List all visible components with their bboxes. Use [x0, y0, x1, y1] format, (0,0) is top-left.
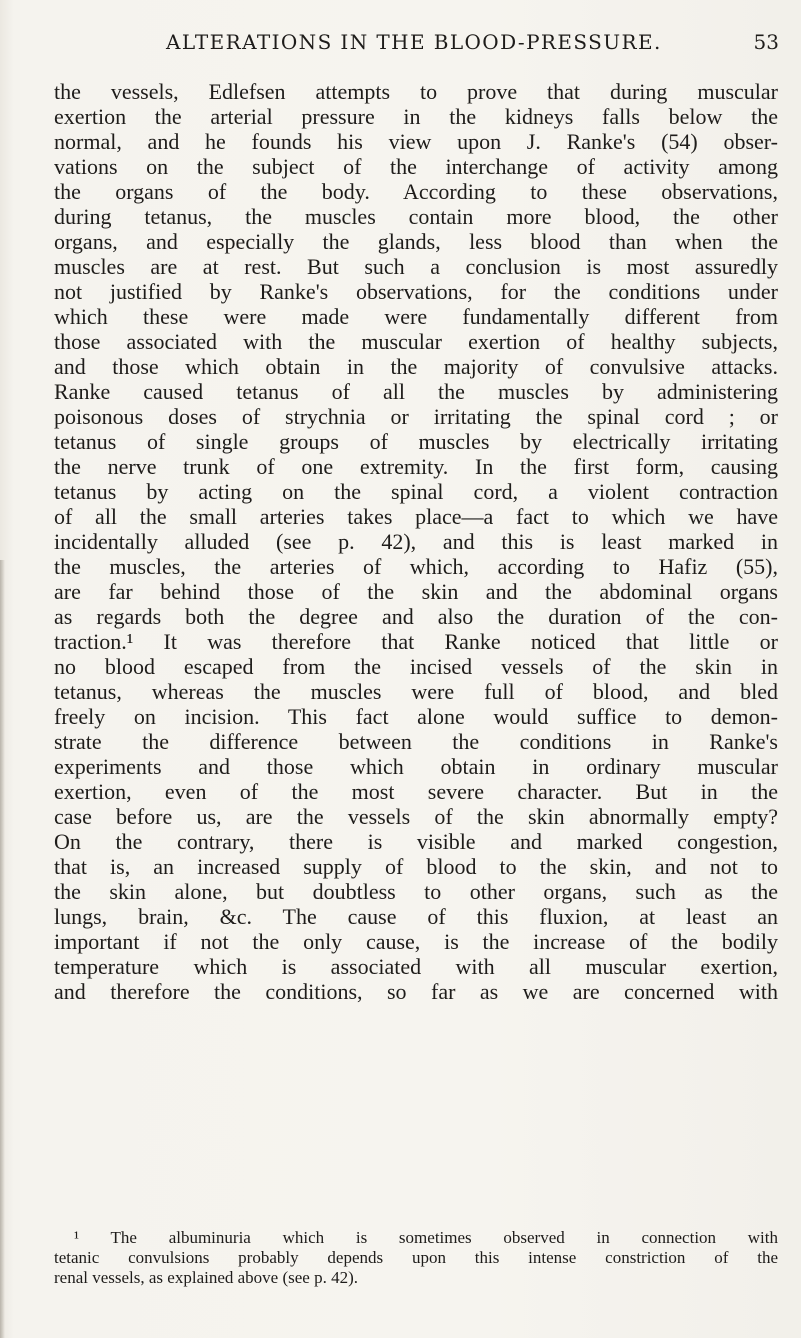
text-line: freely on incision. This fact alone would suffice to demon- [54, 704, 778, 729]
text-line: vations on the subject of the interchange of activity among [54, 154, 778, 179]
text-line: muscles are at rest. But such a conclusion is most assuredly [54, 254, 778, 279]
text-line: lungs, brain, &c. The cause of this fluxion, at least an [54, 904, 778, 929]
text-line: tetanus, whereas the muscles were full of blood, and bled [54, 679, 778, 704]
text-line: exertion, even of the most severe character. But in the [54, 779, 778, 804]
text-line: of all the small arteries takes place—a fact to which we have [54, 504, 778, 529]
text-line: traction.¹ It was therefore that Ranke noticed that little or [54, 629, 778, 654]
text-line: exertion the arterial pressure in the kidneys falls below the [54, 104, 778, 129]
text-line: case before us, are the vessels of the skin abnormally empty? [54, 804, 778, 829]
text-line: experiments and those which obtain in ordinary muscular [54, 754, 778, 779]
text-line: poisonous doses of strychnia or irritating the spinal cord ; or [54, 404, 778, 429]
text-line: the muscles, the arteries of which, according to Hafiz (55), [54, 554, 778, 579]
text-line: are far behind those of the skin and the abdominal organs [54, 579, 778, 604]
page-header [60, 30, 779, 54]
footnote [54, 1228, 778, 1288]
text-line: not justified by Ranke's observations, for the conditions under [54, 279, 778, 304]
text-line: organs, and especially the glands, less blood than when the [54, 229, 778, 254]
text-line: which these were made were fundamentally different from [54, 304, 778, 329]
footnote-line: ¹ The albuminuria which is sometimes observed in connection with [74, 1228, 778, 1247]
text-line: important if not the only cause, is the increase of the bodily [54, 929, 778, 954]
page-number: 53 [753, 30, 779, 54]
text-line: as regards both the degree and also the duration of the con- [54, 604, 778, 629]
footnote-line: tetanic convulsions probably depends upon this intense constriction of the [54, 1248, 778, 1267]
text-line: strate the difference between the conditions in Ranke's [54, 729, 778, 754]
text-line: that is, an increased supply of blood to the skin, and not to [54, 854, 778, 879]
text-line: the nerve trunk of one extremity. In the first form, causing [54, 454, 778, 479]
text-line: and those which obtain in the majority of convulsive attacks. [54, 354, 778, 379]
text-line: those associated with the muscular exertion of healthy subjects, [54, 329, 778, 354]
footnote-line: renal vessels, as explained above (see p. 42). [54, 1268, 358, 1287]
text-line: and therefore the conditions, so far as we are concerned with [54, 979, 778, 1004]
running-head: ALTERATIONS IN THE BLOOD-PRESSURE. [166, 30, 662, 54]
text-line: no blood escaped from the incised vessels of the skin in [54, 654, 778, 679]
text-line: On the contrary, there is visible and marked congestion, [54, 829, 778, 854]
text-line: during tetanus, the muscles contain more blood, the other [54, 204, 778, 229]
text-line: temperature which is associated with all muscular exertion, [54, 954, 778, 979]
text-line: incidentally alluded (see p. 42), and this is least marked in [54, 529, 778, 554]
text-line: the vessels, Edlefsen attempts to prove that during muscular [54, 79, 778, 104]
body-paragraph [54, 79, 778, 1004]
text-line: tetanus of single groups of muscles by electrically irritating [54, 429, 778, 454]
page-binding-edge [0, 560, 5, 1338]
text-line: normal, and he founds his view upon J. Ranke's (54) obser- [54, 129, 778, 154]
text-line: the organs of the body. According to these observations, [54, 179, 778, 204]
text-line: Ranke caused tetanus of all the muscles by administering [54, 379, 778, 404]
text-line: tetanus by acting on the spinal cord, a violent contraction [54, 479, 778, 504]
text-line: the skin alone, but doubtless to other organs, such as the [54, 879, 778, 904]
